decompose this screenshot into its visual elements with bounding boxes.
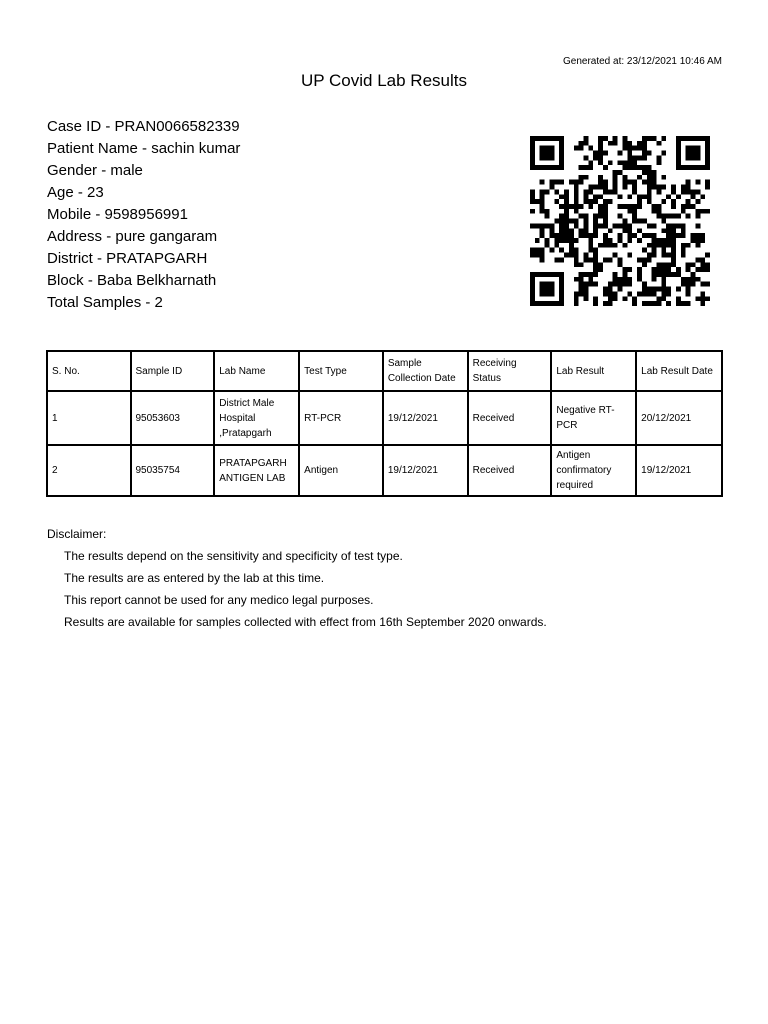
disclaimer-list xyxy=(47,545,547,633)
age: Age - 23 xyxy=(47,184,104,201)
cell-lab-result: Antigen confirmatory required xyxy=(551,445,636,496)
district: District - PRATAPGARH xyxy=(47,250,208,267)
cell-receiving-status: Received xyxy=(468,391,552,445)
col-header-test-type: Test Type xyxy=(299,351,383,391)
gender: Gender - male xyxy=(47,162,143,179)
table-row xyxy=(47,445,722,496)
col-header-lab-name: Lab Name xyxy=(214,351,299,391)
col-header-collection-date: Sample Collection Date xyxy=(383,351,468,391)
cell-lab-name: PRATAPGARH ANTIGEN LAB xyxy=(214,445,299,496)
cell-test-type: Antigen xyxy=(299,445,383,496)
mobile: Mobile - 9598956991 xyxy=(47,206,188,223)
disclaimer-item: The results are as entered by the lab at this time. xyxy=(64,571,325,585)
total-samples: Total Samples - 2 xyxy=(47,294,163,311)
disclaimer-item: Results are available for samples collected with effect from 16th September 2020 onwards. xyxy=(64,615,547,629)
cell-lab-result-date: 19/12/2021 xyxy=(636,445,722,496)
col-header-sample-id: Sample ID xyxy=(131,351,215,391)
cell-test-type: RT-PCR xyxy=(299,391,383,445)
col-header-lab-result: Lab Result xyxy=(551,351,636,391)
disclaimer-item: This report cannot be used for any medico legal purposes. xyxy=(64,593,374,607)
cell-collection-date: 19/12/2021 xyxy=(383,445,468,496)
cell-lab-result: Negative RT-PCR xyxy=(551,391,636,445)
cell-sample-id: 95053603 xyxy=(131,391,215,445)
col-header-receiving-status: Receiving Status xyxy=(468,351,552,391)
generated-timestamp: Generated at: 23/12/2021 10:46 AM xyxy=(562,56,722,67)
col-header-lab-result-date: Lab Result Date xyxy=(636,351,722,391)
cell-sno: 2 xyxy=(47,445,131,496)
cell-sample-id: 95035754 xyxy=(131,445,215,496)
cell-lab-name: District Male Hospital ,Pratapgarh xyxy=(214,391,299,445)
case-id: Case ID - PRAN0066582339 xyxy=(47,118,240,135)
disclaimer-heading: Disclaimer: xyxy=(47,527,107,541)
results-table xyxy=(46,350,723,497)
address: Address - pure gangaram xyxy=(47,228,218,245)
cell-receiving-status: Received xyxy=(468,445,552,496)
cell-sno: 1 xyxy=(47,391,131,445)
qr-code-icon xyxy=(530,136,710,306)
cell-collection-date: 19/12/2021 xyxy=(383,391,468,445)
disclaimer-item: The results depend on the sensitivity and specificity of test type. xyxy=(64,549,403,563)
col-header-sno: S. No. xyxy=(47,351,131,391)
page-title: UP Covid Lab Results xyxy=(301,71,467,90)
qr-modules xyxy=(530,136,710,306)
patient-details xyxy=(47,116,240,314)
cell-lab-result-date: 20/12/2021 xyxy=(636,391,722,445)
table-row xyxy=(47,391,722,445)
patient-name: Patient Name - sachin kumar xyxy=(47,140,241,157)
disclaimer xyxy=(47,523,547,633)
table-header-row xyxy=(47,351,722,391)
block: Block - Baba Belkharnath xyxy=(47,272,217,289)
